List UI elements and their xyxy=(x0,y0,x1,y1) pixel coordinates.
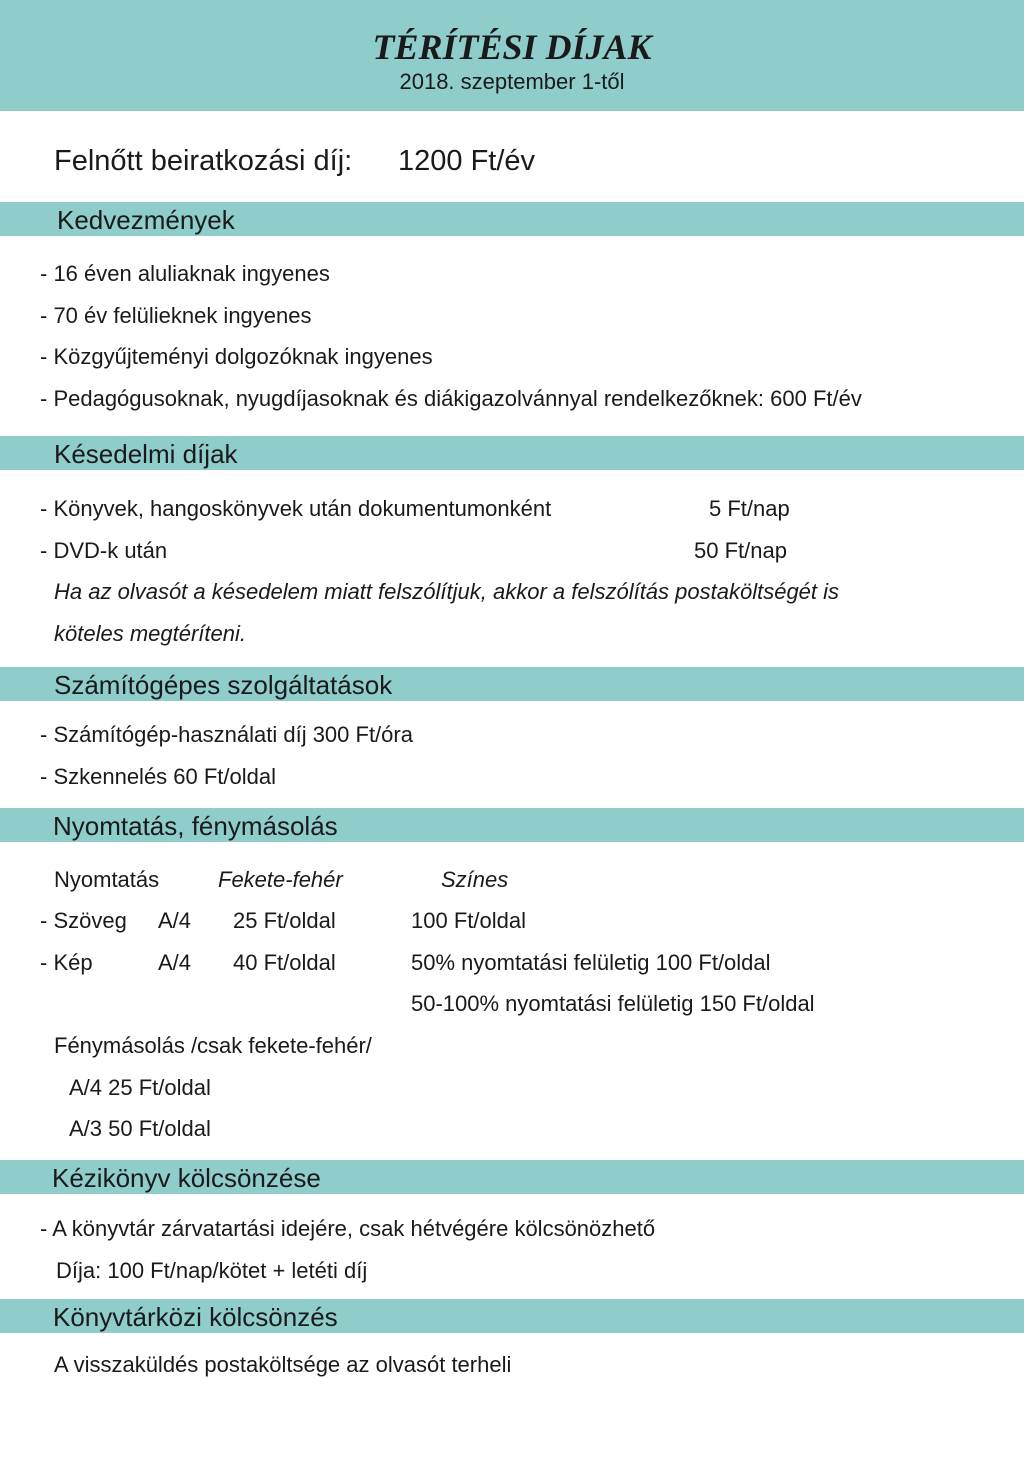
printing-row-bw: 25 Ft/oldal xyxy=(233,908,336,933)
section-bar-interlibrary xyxy=(0,1299,1024,1333)
copy-item: A/4 25 Ft/oldal xyxy=(69,1075,211,1100)
section-bar-handbook xyxy=(0,1160,1024,1194)
section-heading-handbook: Kézikönyv kölcsönzése xyxy=(52,1163,321,1193)
late-fee-price: 50 Ft/nap xyxy=(694,538,787,563)
page-subtitle: 2018. szeptember 1-től xyxy=(399,69,625,94)
computer-item: - Szkennelés 60 Ft/oldal xyxy=(40,764,277,789)
handbook-line: - A könyvtár zárvatartási idejére, csak hétvégére kölcsönözhető xyxy=(40,1216,656,1241)
discount-item: - Közgyűjteményi dolgozóknak ingyenes xyxy=(40,344,433,369)
printing-row-type: - Szöveg xyxy=(40,908,127,933)
late-fee-label: - Könyvek, hangoskönyvek után dokumentumonként xyxy=(40,496,552,521)
section-heading-printing: Nyomtatás, fénymásolás xyxy=(53,811,338,841)
printing-row-type: - Kép xyxy=(40,950,93,975)
page-title: TÉRÍTÉSI DÍJAK xyxy=(372,27,652,67)
interlibrary-line: A visszaküldés postaköltsége az olvasót terheli xyxy=(54,1352,512,1377)
computer-item: - Számítógép-használati díj 300 Ft/óra xyxy=(40,722,413,747)
late-fee-label: - DVD-k után xyxy=(40,538,168,563)
discount-item: - Pedagógusoknak, nyugdíjasoknak és diákigazolvánnyal rendelkezőknek: 600 Ft/év xyxy=(40,386,862,411)
section-bar-late-fees xyxy=(0,436,1024,470)
section-heading-late-fees: Késedelmi díjak xyxy=(54,439,238,469)
printing-row-bw: 40 Ft/oldal xyxy=(233,950,336,975)
registration-value: 1200 Ft/év xyxy=(398,145,536,177)
late-fee-price: 5 Ft/nap xyxy=(709,496,790,521)
section-bar-computer xyxy=(0,667,1024,701)
printing-row-color: 100 Ft/oldal xyxy=(411,908,526,933)
printing-row-size: A/4 xyxy=(158,908,192,933)
section-bar-printing xyxy=(0,808,1024,842)
section-heading-interlibrary: Könyvtárközi kölcsönzés xyxy=(53,1302,338,1332)
late-fee-note: Ha az olvasót a késedelem miatt felszólítjuk, akkor a felszólítás postaköltségét is xyxy=(54,579,840,604)
section-bar-discounts xyxy=(0,202,1024,236)
discount-item: - 70 év felülieknek ingyenes xyxy=(40,303,312,328)
handbook-line: Díja: 100 Ft/nap/kötet + letéti díj xyxy=(56,1258,368,1283)
section-heading-computer: Számítógépes szolgáltatások xyxy=(54,670,393,700)
printing-row-size: A/4 xyxy=(158,950,192,975)
printing-row-color: 50% nyomtatási felületig 100 Ft/oldal xyxy=(411,950,771,975)
printing-extra-color: 50-100% nyomtatási felületig 150 Ft/oldal xyxy=(411,991,815,1016)
printing-column-header: Színes xyxy=(441,867,509,892)
copy-item: A/3 50 Ft/oldal xyxy=(69,1116,211,1141)
section-heading-discounts: Kedvezmények xyxy=(57,205,235,235)
copy-heading: Fénymásolás /csak fekete-fehér/ xyxy=(54,1033,372,1058)
registration-label: Felnőtt beiratkozási díj: xyxy=(54,145,353,177)
late-fee-note: köteles megtéríteni. xyxy=(54,621,246,646)
printing-column-header: Fekete-fehér xyxy=(218,867,343,892)
discount-item: - 16 éven aluliaknak ingyenes xyxy=(40,261,330,286)
printing-column-header: Nyomtatás xyxy=(54,867,160,892)
page-header xyxy=(0,0,1024,111)
